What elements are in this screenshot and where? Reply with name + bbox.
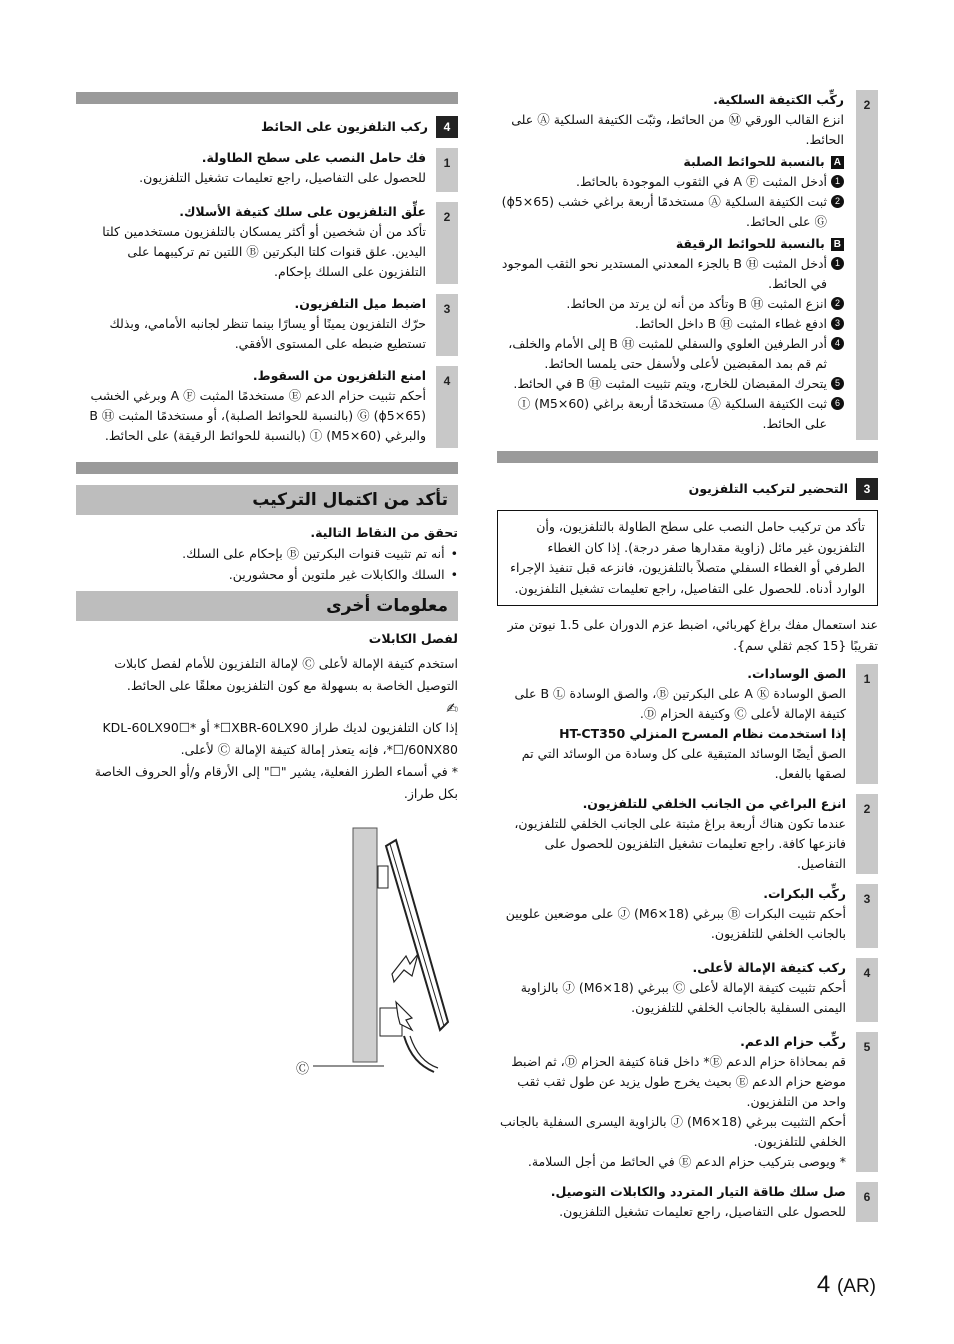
arrow-icon	[392, 954, 418, 982]
step-text: عندما تكون هناك أربعة براغ مثبتة على الجانب الخلفي للتلفزيون، فانزعها كافة. راجع تعليمات تشغيل التلفزيون للحصول على التفاصيل.	[514, 816, 846, 871]
wall	[353, 828, 377, 1062]
substep	[76, 202, 458, 284]
item-text: أنه تم تثبيت قنوات البكرتين Ⓑ بإحكام على السلك.	[182, 546, 445, 561]
substep	[76, 294, 458, 356]
list-item	[497, 374, 844, 394]
section-divider	[76, 92, 458, 104]
number-badge: 5	[831, 377, 844, 390]
step-title: ركب كتيفة الإمالة لأعلى.	[692, 960, 846, 975]
number-badge: 2	[831, 297, 844, 310]
number-badge: 1	[831, 175, 844, 188]
step-number: 5	[856, 1032, 878, 1172]
substep	[497, 1182, 878, 1222]
callout-label: Ⓒ	[296, 1062, 310, 1077]
torque-note: عند استعمال مفك براغ كهربائي، اضبط عزم الدوران على 1.5 نيوتن متر تقريبًا {15 كجم ثقلي سم}.	[507, 617, 878, 653]
substep	[497, 794, 878, 874]
substep	[76, 366, 458, 448]
step-number: 6	[856, 1182, 878, 1222]
step-number: 1	[436, 148, 458, 192]
step-number: 4	[436, 116, 458, 138]
number-badge: 6	[831, 397, 844, 410]
confirm-intro: تحقق من النقاط التالية.	[310, 525, 458, 540]
item-text: السلك والكابلات غير ملتوين أو محشورين.	[228, 567, 445, 582]
notice-box: تأكد من تركيب حامل النصب على سطح الطاولة بالتلفزيون، وأن التلفزيون غير مائل (زاوية مقدارها صفر درجة). إذا كان الغطاء الطرفي أو الغطاء السفلي متصلاً بالتلفزيون، فانزعه قبل تنفيذ الإجراء الوارد أدناه. للحصول على التفاصيل، راجع تعليمات تشغيل التلفزيون.	[497, 510, 878, 606]
step-title: فك حامل النصب على سطح الطاولة.	[201, 150, 426, 165]
step-text: حرّك التلفزيون يمينًا أو يسارًا بينما تنظر لجانبه الأمامي، وبذلك تستطيع ضبطه على المستوى الأفقي.	[109, 316, 426, 351]
number-badge: 2	[831, 195, 844, 208]
right-column	[497, 90, 878, 450]
number-badge: 3	[831, 317, 844, 330]
step-text: الصق أيضًا الوسائد المتبقية على كل وسادة من الوسائد التي تم لصقها بالفعل.	[521, 746, 846, 781]
step-text: أحكم تثبيت كتيفة الإمالة لأعلى Ⓒ ببرغي (M6×18) Ⓙ بالزاوية اليمنى السفلية بالجانب الخلفي للتلفزيون.	[520, 980, 846, 1015]
item-text: ثبت الكتيفة السلكية Ⓐ مستخدمًا أربعة براغي خشب (ϕ5×65) Ⓖ على الحائط.	[501, 194, 827, 229]
page-number-value: 4	[816, 1271, 831, 1298]
substep	[497, 664, 878, 784]
step-number: 3	[856, 478, 878, 500]
paragraph: استخدم كتيفة الإمالة لأعلى Ⓒ لإمالة التلفزيون للأمام لفصل كابلات التوصيل الخاصة به بسهولة مع كون التلفزيون معلقًا على الحائط.	[114, 656, 458, 693]
step-number: 3	[856, 884, 878, 948]
section-title: بالنسبة للحوائط الصلبة	[683, 154, 825, 169]
step-number: 2	[856, 90, 878, 440]
substep	[497, 1032, 878, 1172]
list-item: • أنه تم تثبيت قنوات البكرتين Ⓑ بإحكام على السلك.	[76, 543, 458, 564]
left-column	[76, 116, 458, 458]
step-text: أحكم تثبيت البكرات Ⓑ ببرغي (M6×18) Ⓙ على موضعين علويين بالجانب الخلفي للتلفزيون.	[505, 906, 846, 941]
item-text: أدخل المثبت A Ⓕ في الثقوب الموجودة بالحائط.	[576, 174, 827, 189]
section-title: بالنسبة للحوائط الرقيقة	[675, 236, 825, 251]
list-item	[497, 294, 844, 314]
item-text: ادفع غطاء المثبت B Ⓗ داخل الحائط.	[634, 316, 827, 331]
list-item	[497, 192, 844, 232]
step-text: للحصول على التفاصيل، راجع تعليمات تشغيل التلفزيون.	[139, 170, 426, 185]
step-title: التحضير لتركيب التلفزيون	[688, 481, 848, 496]
step-number: 4	[436, 366, 458, 448]
substep	[76, 148, 458, 192]
step-text: تأكد من أن شخصين أو أكثر يمسكان بالتلفزيون مستخدمين كلتا اليدين. علق قنوات كلتا البكرتين Ⓑ اللتين تم تركيبهما على التلفزيون على السلك بإحكام.	[102, 224, 426, 279]
list-item	[497, 314, 844, 334]
step-title: انزع البراغي من الجانب الخلفي للتلفزيون.	[582, 796, 846, 811]
footnote: * ويوصى بتركيب حزام الدعم Ⓔ في الحائط من أجل السلامة.	[527, 1154, 846, 1169]
list-item	[497, 172, 844, 192]
language-code: (AR)	[836, 1276, 876, 1297]
step-text: انزع القالب الورقي Ⓜ من الحائط، وثبّت الكتيفة السلكية Ⓐ على الحائط.	[511, 112, 844, 147]
section-divider	[497, 451, 878, 463]
item-text: أدر الطرفين العلوي والسفلي للمثبت B Ⓗ إلى الأمام والخلف، ثم قم بمد المقبضين لأعلى ولأسفل حتى يلمسا الحائط.	[508, 336, 827, 371]
step-text: قم بمحاذاة حزام الدعم Ⓔ* داخل قناة كتيفة الحزام Ⓓ، ثم اضبط موضع حزام الدعم Ⓔ بحيث يخرج طول يزيد عن طول ثقب ثقب واحد من التلفزيون.	[511, 1054, 846, 1109]
list-item	[497, 254, 844, 294]
substep	[497, 884, 878, 948]
number-badge: 4	[831, 337, 844, 350]
step-title: ركب التلفزيون على الحائط	[261, 119, 428, 134]
page-number	[817, 1271, 876, 1299]
substep	[497, 958, 878, 1022]
section-divider	[76, 462, 458, 474]
step-number: 2	[856, 794, 878, 874]
left-column-lower	[76, 485, 458, 805]
step-title: امنع التلفزيون من السقوط.	[252, 368, 426, 383]
number-badge: 1	[831, 257, 844, 270]
step-text: أحكم تثبيت حزام الدعم Ⓔ مستخدمًا المثبت A Ⓕ وبرغي الخشب (ϕ5×65) Ⓖ (بالنسبة للحوائط الصلبة)، أو مستخدمًا المثبت B Ⓗ والبرغي (M5×60) Ⓘ (بالنسبة للحوائط الرقيقة) على الحائط.	[89, 388, 426, 443]
step-number: 4	[856, 958, 878, 1022]
section-letter-badge: B	[831, 238, 844, 251]
step-title: اضبط ميل التلفزيون.	[294, 296, 426, 311]
step-title: ركِّب الكتيفة السلكية.	[713, 92, 844, 107]
right-column-step3	[497, 478, 878, 1232]
roller-icon	[378, 866, 388, 888]
step-title: صل سلك طاقة التيار المتردد والكابلات التوصيل.	[550, 1184, 846, 1199]
step-title: علِّق التلفزيون على سلك كتيفة الأسلاك.	[179, 204, 426, 219]
list-item	[497, 334, 844, 374]
step-subtitle: إذا استخدمت نظام المسرح المنزلي HT-CT350	[559, 726, 846, 741]
confirm-heading: تأكد من اكتمال التركيب	[76, 485, 458, 515]
list-item: • السلك والكابلات غير ملتوين أو محشورين.	[76, 564, 458, 585]
step-text: الصق الوسادة A Ⓚ على البكرتين Ⓑ، والصق الوسادة B Ⓛ على كتيفة الإمالة لأعلى Ⓒ وكتيفة الحزام Ⓓ.	[514, 686, 846, 721]
footnote: * في أسماء الطرز الفعلية، يشير "☐" إلى الأرقام و/أو الحروف الخاصة بكل طراز.	[94, 764, 458, 801]
subheading: لفصل الكابلات	[368, 631, 458, 646]
note-icon: ✍	[446, 701, 458, 717]
step-text: أحكم التثبيت ببرغي (M6×18) Ⓙ بالزاوية اليسرى السفلية بالجانب الخلفي للتلفزيون.	[499, 1114, 846, 1149]
step-text: للحصول على التفاصيل، راجع تعليمات تشغيل التلفزيون.	[559, 1204, 846, 1219]
item-text: أدخل المثبت B Ⓗ بالجزء المعدني المستدير نحو الثقب الموجود في الحائط.	[501, 256, 827, 291]
step-number: 1	[856, 664, 878, 784]
step-title: ركِّب حزام الدعم.	[740, 1034, 846, 1049]
other-info-heading: معلومات أخرى	[76, 591, 458, 621]
item-text: ثبت الكتيفة السلكية Ⓐ مستخدمًا أربعة براغي (M5×60) Ⓘ على الحائط.	[517, 396, 827, 431]
item-text: يتحرك المقبضان للخارج، ويتم تثبيت المثبت B Ⓗ في الحائط.	[513, 376, 827, 391]
item-text: انزع المثبت B Ⓗ وتأكد من أنه لن يرتد من الحائط.	[566, 296, 827, 311]
step-title: الصق الوسادات.	[747, 666, 846, 681]
list-item	[497, 394, 844, 434]
step-number: 2	[436, 202, 458, 284]
section-letter-badge: A	[831, 156, 844, 169]
tv-tilt-illustration	[300, 826, 460, 1086]
step-2-wire-bracket	[497, 90, 878, 440]
note-text: إذا كان التلفزيون لديك طراز XBR-60LX90☐* أو KDL-60LX90☐* /60NX80☐*، فإنه يتعذر إمالة كتيفة الإمالة Ⓒ لأعلى.	[102, 720, 458, 757]
step-title: ركِّب البكرات.	[763, 886, 846, 901]
step-number: 3	[436, 294, 458, 356]
